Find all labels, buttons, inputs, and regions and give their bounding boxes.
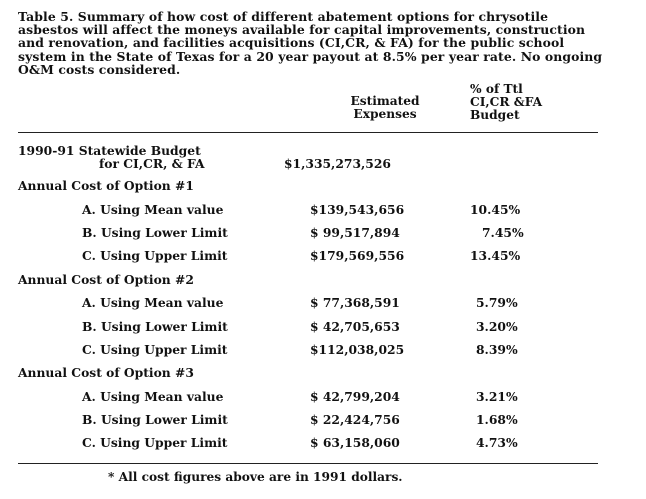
budget-label-sub: for CI,CR, & FA xyxy=(99,156,205,171)
row-expense: $179,569,556 xyxy=(310,248,405,263)
row-label: B. Using Lower Limit xyxy=(82,412,228,427)
row-label: C. Using Upper Limit xyxy=(82,342,228,357)
row-percent: 13.45% xyxy=(470,248,521,263)
option-title: Annual Cost of Option #1 xyxy=(18,178,194,193)
percent-header-line: CI,CR &FA xyxy=(470,95,543,109)
row-percent: 7.45% xyxy=(482,225,524,240)
row-label: B. Using Lower Limit xyxy=(82,319,228,334)
percent-header-line: % of Ttl xyxy=(470,82,523,96)
option-title: Annual Cost of Option #3 xyxy=(18,365,194,380)
row-percent: 8.39% xyxy=(476,342,518,357)
header-divider xyxy=(18,132,598,133)
row-percent: 1.68% xyxy=(476,412,518,427)
percent-column-header xyxy=(470,83,600,122)
row-expense: $139,543,656 xyxy=(310,202,405,217)
row-percent: 3.20% xyxy=(476,319,518,334)
expenses-header-line: Estimated xyxy=(350,94,420,108)
row-label: A. Using Mean value xyxy=(82,295,224,310)
row-percent: 10.45% xyxy=(470,202,521,217)
expenses-header-line: Expenses xyxy=(353,107,417,121)
row-expense: $ 22,424,756 xyxy=(310,412,400,427)
budget-value: $1,335,273,526 xyxy=(284,156,391,171)
row-expense: $ 77,368,591 xyxy=(310,295,400,310)
row-label: C. Using Upper Limit xyxy=(82,435,228,450)
row-label: A. Using Mean value xyxy=(82,202,224,217)
footer-divider xyxy=(18,463,598,464)
row-expense: $ 42,799,204 xyxy=(310,389,400,404)
footnote: * All cost figures above are in 1991 dollars. xyxy=(108,470,403,484)
row-label: A. Using Mean value xyxy=(82,389,224,404)
percent-header-line: Budget xyxy=(470,108,520,122)
row-percent: 5.79% xyxy=(476,295,518,310)
row-expense: $ 99,517,894 xyxy=(310,225,400,240)
row-expense: $112,038,025 xyxy=(310,342,405,357)
row-percent: 3.21% xyxy=(476,389,518,404)
row-expense: $ 42,705,653 xyxy=(310,319,400,334)
row-label: B. Using Lower Limit xyxy=(82,225,228,240)
row-label: C. Using Upper Limit xyxy=(82,248,228,263)
budget-label: 1990-91 Statewide Budget xyxy=(18,143,201,158)
expenses-column-header xyxy=(340,95,430,121)
row-percent: 4.73% xyxy=(476,435,518,450)
row-expense: $ 63,158,060 xyxy=(310,435,400,450)
table-caption: Table 5. Summary of how cost of different abatement options for chrysotile asbestos will affect the moneys available for capital improvements, construction and renovation, and facilities acquisitions (CI,CR, & FA) for the public school system in the State of Texas for a 20 year payout at 8.5% per year rate. No ongoing O&M costs considered. xyxy=(18,9,603,77)
option-title: Annual Cost of Option #2 xyxy=(18,272,194,287)
